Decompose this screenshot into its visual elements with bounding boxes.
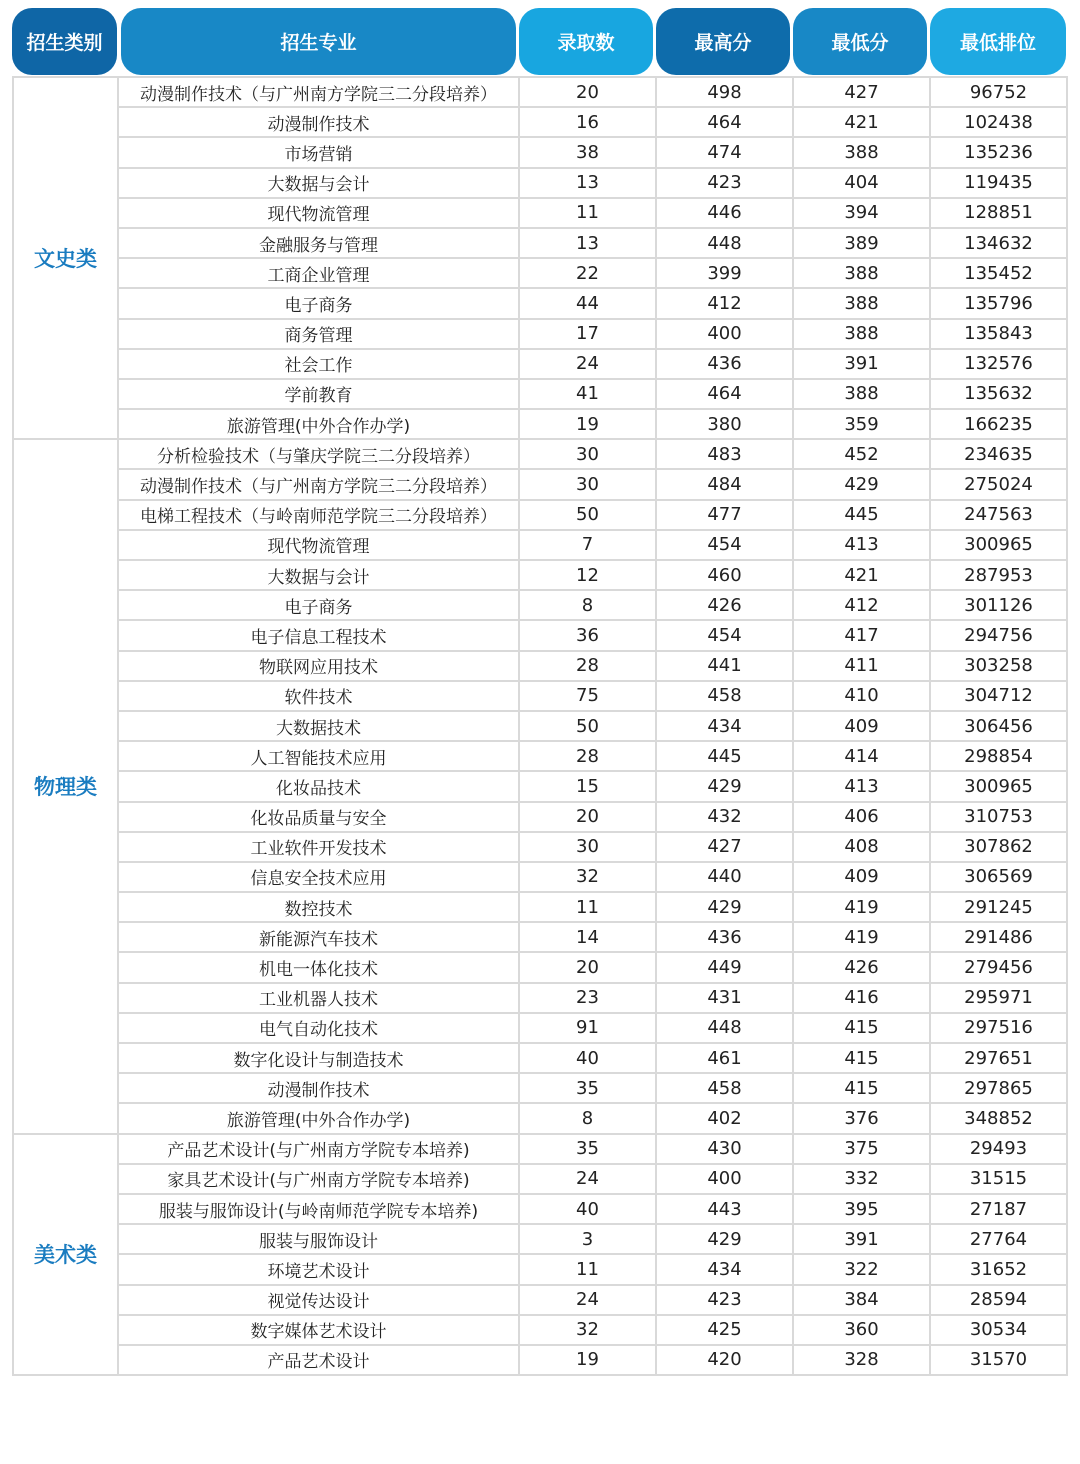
admitted-cell: 12 bbox=[519, 560, 656, 590]
admitted-cell: 50 bbox=[519, 500, 656, 530]
header-admitted: 录取数 bbox=[519, 8, 653, 75]
admitted-cell: 28 bbox=[519, 741, 656, 771]
min-score-cell: 426 bbox=[793, 952, 930, 982]
min-rank-cell: 134632 bbox=[930, 228, 1067, 258]
admitted-cell: 50 bbox=[519, 711, 656, 741]
major-cell: 信息安全技术应用 bbox=[118, 862, 519, 892]
min-score-cell: 388 bbox=[793, 379, 930, 409]
min-score-cell: 410 bbox=[793, 681, 930, 711]
min-rank-cell: 303258 bbox=[930, 651, 1067, 681]
min-score-cell: 360 bbox=[793, 1315, 930, 1345]
min-score-cell: 332 bbox=[793, 1164, 930, 1194]
table-row bbox=[13, 681, 1067, 711]
min-rank-cell: 31652 bbox=[930, 1254, 1067, 1284]
min-score-cell: 427 bbox=[793, 77, 930, 107]
table-row bbox=[13, 1073, 1067, 1103]
max-score-cell: 454 bbox=[656, 530, 793, 560]
min-score-cell: 328 bbox=[793, 1345, 930, 1375]
min-score-cell: 376 bbox=[793, 1103, 930, 1133]
admitted-cell: 32 bbox=[519, 1315, 656, 1345]
admitted-cell: 17 bbox=[519, 319, 656, 349]
major-cell: 电梯工程技术（与岭南师范学院三二分段培养） bbox=[118, 500, 519, 530]
major-cell: 视觉传达设计 bbox=[118, 1285, 519, 1315]
table-row bbox=[13, 1345, 1067, 1375]
admitted-cell: 41 bbox=[519, 379, 656, 409]
max-score-cell: 425 bbox=[656, 1315, 793, 1345]
admitted-cell: 19 bbox=[519, 409, 656, 439]
min-score-cell: 411 bbox=[793, 651, 930, 681]
min-rank-cell: 119435 bbox=[930, 168, 1067, 198]
min-rank-cell: 135796 bbox=[930, 288, 1067, 318]
min-score-cell: 416 bbox=[793, 983, 930, 1013]
table-row bbox=[13, 832, 1067, 862]
min-rank-cell: 291486 bbox=[930, 922, 1067, 952]
max-score-cell: 412 bbox=[656, 288, 793, 318]
min-rank-cell: 102438 bbox=[930, 107, 1067, 137]
major-cell: 社会工作 bbox=[118, 349, 519, 379]
min-score-cell: 417 bbox=[793, 620, 930, 650]
table-row bbox=[13, 1254, 1067, 1284]
admitted-cell: 40 bbox=[519, 1194, 656, 1224]
admitted-cell: 24 bbox=[519, 1285, 656, 1315]
major-cell: 商务管理 bbox=[118, 319, 519, 349]
min-rank-cell: 31570 bbox=[930, 1345, 1067, 1375]
max-score-cell: 427 bbox=[656, 832, 793, 862]
table-row bbox=[13, 983, 1067, 1013]
max-score-cell: 399 bbox=[656, 258, 793, 288]
table-row bbox=[13, 802, 1067, 832]
max-score-cell: 432 bbox=[656, 802, 793, 832]
major-cell: 工业软件开发技术 bbox=[118, 832, 519, 862]
major-cell: 旅游管理(中外合作办学) bbox=[118, 1103, 519, 1133]
min-score-cell: 391 bbox=[793, 1224, 930, 1254]
min-rank-cell: 135632 bbox=[930, 379, 1067, 409]
min-score-cell: 415 bbox=[793, 1043, 930, 1073]
min-score-cell: 415 bbox=[793, 1073, 930, 1103]
major-cell: 旅游管理(中外合作办学) bbox=[118, 409, 519, 439]
min-rank-cell: 247563 bbox=[930, 500, 1067, 530]
max-score-cell: 448 bbox=[656, 1013, 793, 1043]
major-cell: 工业机器人技术 bbox=[118, 983, 519, 1013]
major-cell: 现代物流管理 bbox=[118, 198, 519, 228]
admitted-cell: 3 bbox=[519, 1224, 656, 1254]
major-cell: 电子信息工程技术 bbox=[118, 620, 519, 650]
admitted-cell: 20 bbox=[519, 802, 656, 832]
admission-table bbox=[12, 76, 1068, 1376]
major-cell: 分析检验技术（与肇庆学院三二分段培养） bbox=[118, 439, 519, 469]
min-rank-cell: 275024 bbox=[930, 469, 1067, 499]
max-score-cell: 458 bbox=[656, 681, 793, 711]
table-row bbox=[13, 771, 1067, 801]
min-score-cell: 394 bbox=[793, 198, 930, 228]
max-score-cell: 436 bbox=[656, 922, 793, 952]
table-row bbox=[13, 379, 1067, 409]
table-row bbox=[13, 741, 1067, 771]
min-rank-cell: 300965 bbox=[930, 771, 1067, 801]
max-score-cell: 434 bbox=[656, 711, 793, 741]
admitted-cell: 11 bbox=[519, 1254, 656, 1284]
header-min-rank: 最低排位 bbox=[930, 8, 1066, 75]
table-row bbox=[13, 228, 1067, 258]
major-cell: 电子商务 bbox=[118, 590, 519, 620]
header-major: 招生专业 bbox=[121, 8, 516, 75]
max-score-cell: 458 bbox=[656, 1073, 793, 1103]
major-cell: 工商企业管理 bbox=[118, 258, 519, 288]
category-cell: 美术类 bbox=[13, 1134, 118, 1376]
table-row bbox=[13, 198, 1067, 228]
admitted-cell: 23 bbox=[519, 983, 656, 1013]
admitted-cell: 22 bbox=[519, 258, 656, 288]
max-score-cell: 443 bbox=[656, 1194, 793, 1224]
admitted-cell: 15 bbox=[519, 771, 656, 801]
admitted-cell: 24 bbox=[519, 349, 656, 379]
table-row bbox=[13, 137, 1067, 167]
major-cell: 服装与服饰设计 bbox=[118, 1224, 519, 1254]
admitted-cell: 11 bbox=[519, 892, 656, 922]
table-row bbox=[13, 952, 1067, 982]
admitted-cell: 13 bbox=[519, 228, 656, 258]
min-rank-cell: 27187 bbox=[930, 1194, 1067, 1224]
admitted-cell: 20 bbox=[519, 952, 656, 982]
major-cell: 数控技术 bbox=[118, 892, 519, 922]
min-score-cell: 412 bbox=[793, 590, 930, 620]
min-rank-cell: 28594 bbox=[930, 1285, 1067, 1315]
min-rank-cell: 30534 bbox=[930, 1315, 1067, 1345]
major-cell: 新能源汽车技术 bbox=[118, 922, 519, 952]
min-rank-cell: 135236 bbox=[930, 137, 1067, 167]
min-score-cell: 384 bbox=[793, 1285, 930, 1315]
max-score-cell: 498 bbox=[656, 77, 793, 107]
min-score-cell: 395 bbox=[793, 1194, 930, 1224]
major-cell: 动漫制作技术（与广州南方学院三二分段培养） bbox=[118, 77, 519, 107]
min-score-cell: 445 bbox=[793, 500, 930, 530]
table-row bbox=[13, 922, 1067, 952]
min-rank-cell: 132576 bbox=[930, 349, 1067, 379]
admitted-cell: 35 bbox=[519, 1073, 656, 1103]
min-rank-cell: 135452 bbox=[930, 258, 1067, 288]
min-score-cell: 391 bbox=[793, 349, 930, 379]
max-score-cell: 461 bbox=[656, 1043, 793, 1073]
admitted-cell: 8 bbox=[519, 1103, 656, 1133]
table-row bbox=[13, 168, 1067, 198]
max-score-cell: 429 bbox=[656, 1224, 793, 1254]
major-cell: 化妆品质量与安全 bbox=[118, 802, 519, 832]
table-row bbox=[13, 1134, 1067, 1164]
table-row bbox=[13, 711, 1067, 741]
major-cell: 软件技术 bbox=[118, 681, 519, 711]
max-score-cell: 464 bbox=[656, 379, 793, 409]
table-row bbox=[13, 530, 1067, 560]
major-cell: 金融服务与管理 bbox=[118, 228, 519, 258]
max-score-cell: 420 bbox=[656, 1345, 793, 1375]
max-score-cell: 434 bbox=[656, 1254, 793, 1284]
max-score-cell: 380 bbox=[656, 409, 793, 439]
min-score-cell: 415 bbox=[793, 1013, 930, 1043]
admitted-cell: 16 bbox=[519, 107, 656, 137]
max-score-cell: 431 bbox=[656, 983, 793, 1013]
max-score-cell: 400 bbox=[656, 1164, 793, 1194]
header-min-score: 最低分 bbox=[793, 8, 927, 75]
max-score-cell: 430 bbox=[656, 1134, 793, 1164]
min-score-cell: 322 bbox=[793, 1254, 930, 1284]
max-score-cell: 441 bbox=[656, 651, 793, 681]
min-score-cell: 413 bbox=[793, 771, 930, 801]
major-cell: 学前教育 bbox=[118, 379, 519, 409]
category-cell: 物理类 bbox=[13, 439, 118, 1133]
min-score-cell: 452 bbox=[793, 439, 930, 469]
min-score-cell: 421 bbox=[793, 107, 930, 137]
admitted-cell: 8 bbox=[519, 590, 656, 620]
max-score-cell: 429 bbox=[656, 892, 793, 922]
max-score-cell: 400 bbox=[656, 319, 793, 349]
max-score-cell: 448 bbox=[656, 228, 793, 258]
max-score-cell: 449 bbox=[656, 952, 793, 982]
min-score-cell: 409 bbox=[793, 711, 930, 741]
table-row bbox=[13, 560, 1067, 590]
admitted-cell: 32 bbox=[519, 862, 656, 892]
major-cell: 服装与服饰设计(与岭南师范学院专本培养) bbox=[118, 1194, 519, 1224]
min-score-cell: 419 bbox=[793, 892, 930, 922]
min-score-cell: 388 bbox=[793, 288, 930, 318]
admitted-cell: 24 bbox=[519, 1164, 656, 1194]
min-rank-cell: 295971 bbox=[930, 983, 1067, 1013]
max-score-cell: 445 bbox=[656, 741, 793, 771]
major-cell: 产品艺术设计(与广州南方学院专本培养) bbox=[118, 1134, 519, 1164]
min-rank-cell: 294756 bbox=[930, 620, 1067, 650]
table-row bbox=[13, 439, 1067, 469]
major-cell: 大数据与会计 bbox=[118, 560, 519, 590]
min-score-cell: 429 bbox=[793, 469, 930, 499]
max-score-cell: 474 bbox=[656, 137, 793, 167]
admitted-cell: 7 bbox=[519, 530, 656, 560]
min-score-cell: 409 bbox=[793, 862, 930, 892]
min-score-cell: 388 bbox=[793, 258, 930, 288]
admitted-cell: 38 bbox=[519, 137, 656, 167]
major-cell: 机电一体化技术 bbox=[118, 952, 519, 982]
table-row bbox=[13, 1224, 1067, 1254]
max-score-cell: 423 bbox=[656, 1285, 793, 1315]
major-cell: 动漫制作技术（与广州南方学院三二分段培养） bbox=[118, 469, 519, 499]
min-rank-cell: 287953 bbox=[930, 560, 1067, 590]
max-score-cell: 464 bbox=[656, 107, 793, 137]
min-score-cell: 389 bbox=[793, 228, 930, 258]
major-cell: 数字媒体艺术设计 bbox=[118, 1315, 519, 1345]
major-cell: 数字化设计与制造技术 bbox=[118, 1043, 519, 1073]
admitted-cell: 28 bbox=[519, 651, 656, 681]
min-score-cell: 413 bbox=[793, 530, 930, 560]
table-row bbox=[13, 288, 1067, 318]
major-cell: 产品艺术设计 bbox=[118, 1345, 519, 1375]
max-score-cell: 460 bbox=[656, 560, 793, 590]
max-score-cell: 454 bbox=[656, 620, 793, 650]
admitted-cell: 30 bbox=[519, 439, 656, 469]
min-rank-cell: 135843 bbox=[930, 319, 1067, 349]
table-row bbox=[13, 651, 1067, 681]
min-score-cell: 388 bbox=[793, 137, 930, 167]
major-cell: 动漫制作技术 bbox=[118, 107, 519, 137]
min-rank-cell: 31515 bbox=[930, 1164, 1067, 1194]
min-rank-cell: 297651 bbox=[930, 1043, 1067, 1073]
table-row bbox=[13, 500, 1067, 530]
admitted-cell: 36 bbox=[519, 620, 656, 650]
max-score-cell: 426 bbox=[656, 590, 793, 620]
table-row bbox=[13, 620, 1067, 650]
table-row bbox=[13, 862, 1067, 892]
max-score-cell: 477 bbox=[656, 500, 793, 530]
table-row bbox=[13, 1315, 1067, 1345]
admitted-cell: 40 bbox=[519, 1043, 656, 1073]
min-rank-cell: 128851 bbox=[930, 198, 1067, 228]
major-cell: 物联网应用技术 bbox=[118, 651, 519, 681]
table-row bbox=[13, 1285, 1067, 1315]
admitted-cell: 20 bbox=[519, 77, 656, 107]
table-row bbox=[13, 1013, 1067, 1043]
table-row bbox=[13, 258, 1067, 288]
table-row bbox=[13, 469, 1067, 499]
max-score-cell: 446 bbox=[656, 198, 793, 228]
admitted-cell: 30 bbox=[519, 469, 656, 499]
min-rank-cell: 310753 bbox=[930, 802, 1067, 832]
min-rank-cell: 307862 bbox=[930, 832, 1067, 862]
admitted-cell: 14 bbox=[519, 922, 656, 952]
min-score-cell: 375 bbox=[793, 1134, 930, 1164]
major-cell: 家具艺术设计(与广州南方学院专本培养) bbox=[118, 1164, 519, 1194]
min-rank-cell: 234635 bbox=[930, 439, 1067, 469]
admitted-cell: 75 bbox=[519, 681, 656, 711]
min-rank-cell: 297865 bbox=[930, 1073, 1067, 1103]
max-score-cell: 484 bbox=[656, 469, 793, 499]
min-rank-cell: 301126 bbox=[930, 590, 1067, 620]
min-rank-cell: 298854 bbox=[930, 741, 1067, 771]
min-rank-cell: 29493 bbox=[930, 1134, 1067, 1164]
min-rank-cell: 306569 bbox=[930, 862, 1067, 892]
min-rank-cell: 166235 bbox=[930, 409, 1067, 439]
table-row bbox=[13, 1164, 1067, 1194]
min-rank-cell: 297516 bbox=[930, 1013, 1067, 1043]
min-rank-cell: 304712 bbox=[930, 681, 1067, 711]
admitted-cell: 35 bbox=[519, 1134, 656, 1164]
table-row bbox=[13, 319, 1067, 349]
major-cell: 大数据与会计 bbox=[118, 168, 519, 198]
table-row bbox=[13, 892, 1067, 922]
max-score-cell: 423 bbox=[656, 168, 793, 198]
admitted-cell: 91 bbox=[519, 1013, 656, 1043]
category-cell: 文史类 bbox=[13, 77, 118, 439]
min-score-cell: 406 bbox=[793, 802, 930, 832]
major-cell: 大数据技术 bbox=[118, 711, 519, 741]
min-rank-cell: 27764 bbox=[930, 1224, 1067, 1254]
min-score-cell: 421 bbox=[793, 560, 930, 590]
max-score-cell: 436 bbox=[656, 349, 793, 379]
major-cell: 电气自动化技术 bbox=[118, 1013, 519, 1043]
header-category: 招生类别 bbox=[12, 8, 117, 75]
major-cell: 电子商务 bbox=[118, 288, 519, 318]
max-score-cell: 483 bbox=[656, 439, 793, 469]
min-rank-cell: 306456 bbox=[930, 711, 1067, 741]
max-score-cell: 402 bbox=[656, 1103, 793, 1133]
major-cell: 化妆品技术 bbox=[118, 771, 519, 801]
min-rank-cell: 279456 bbox=[930, 952, 1067, 982]
admitted-cell: 44 bbox=[519, 288, 656, 318]
min-score-cell: 408 bbox=[793, 832, 930, 862]
max-score-cell: 429 bbox=[656, 771, 793, 801]
admitted-cell: 13 bbox=[519, 168, 656, 198]
major-cell: 人工智能技术应用 bbox=[118, 741, 519, 771]
table-row bbox=[13, 349, 1067, 379]
min-rank-cell: 348852 bbox=[930, 1103, 1067, 1133]
table-row bbox=[13, 1103, 1067, 1133]
table-row bbox=[13, 409, 1067, 439]
min-rank-cell: 300965 bbox=[930, 530, 1067, 560]
major-cell: 市场营销 bbox=[118, 137, 519, 167]
min-score-cell: 388 bbox=[793, 319, 930, 349]
min-score-cell: 359 bbox=[793, 409, 930, 439]
admitted-cell: 30 bbox=[519, 832, 656, 862]
admitted-cell: 19 bbox=[519, 1345, 656, 1375]
min-score-cell: 419 bbox=[793, 922, 930, 952]
min-score-cell: 404 bbox=[793, 168, 930, 198]
table-row bbox=[13, 77, 1067, 107]
min-rank-cell: 96752 bbox=[930, 77, 1067, 107]
min-score-cell: 414 bbox=[793, 741, 930, 771]
table-row bbox=[13, 107, 1067, 137]
header-max-score: 最高分 bbox=[656, 8, 790, 75]
min-rank-cell: 291245 bbox=[930, 892, 1067, 922]
admitted-cell: 11 bbox=[519, 198, 656, 228]
table-row bbox=[13, 1194, 1067, 1224]
major-cell: 动漫制作技术 bbox=[118, 1073, 519, 1103]
major-cell: 现代物流管理 bbox=[118, 530, 519, 560]
major-cell: 环境艺术设计 bbox=[118, 1254, 519, 1284]
table-row bbox=[13, 1043, 1067, 1073]
max-score-cell: 440 bbox=[656, 862, 793, 892]
table-row bbox=[13, 590, 1067, 620]
